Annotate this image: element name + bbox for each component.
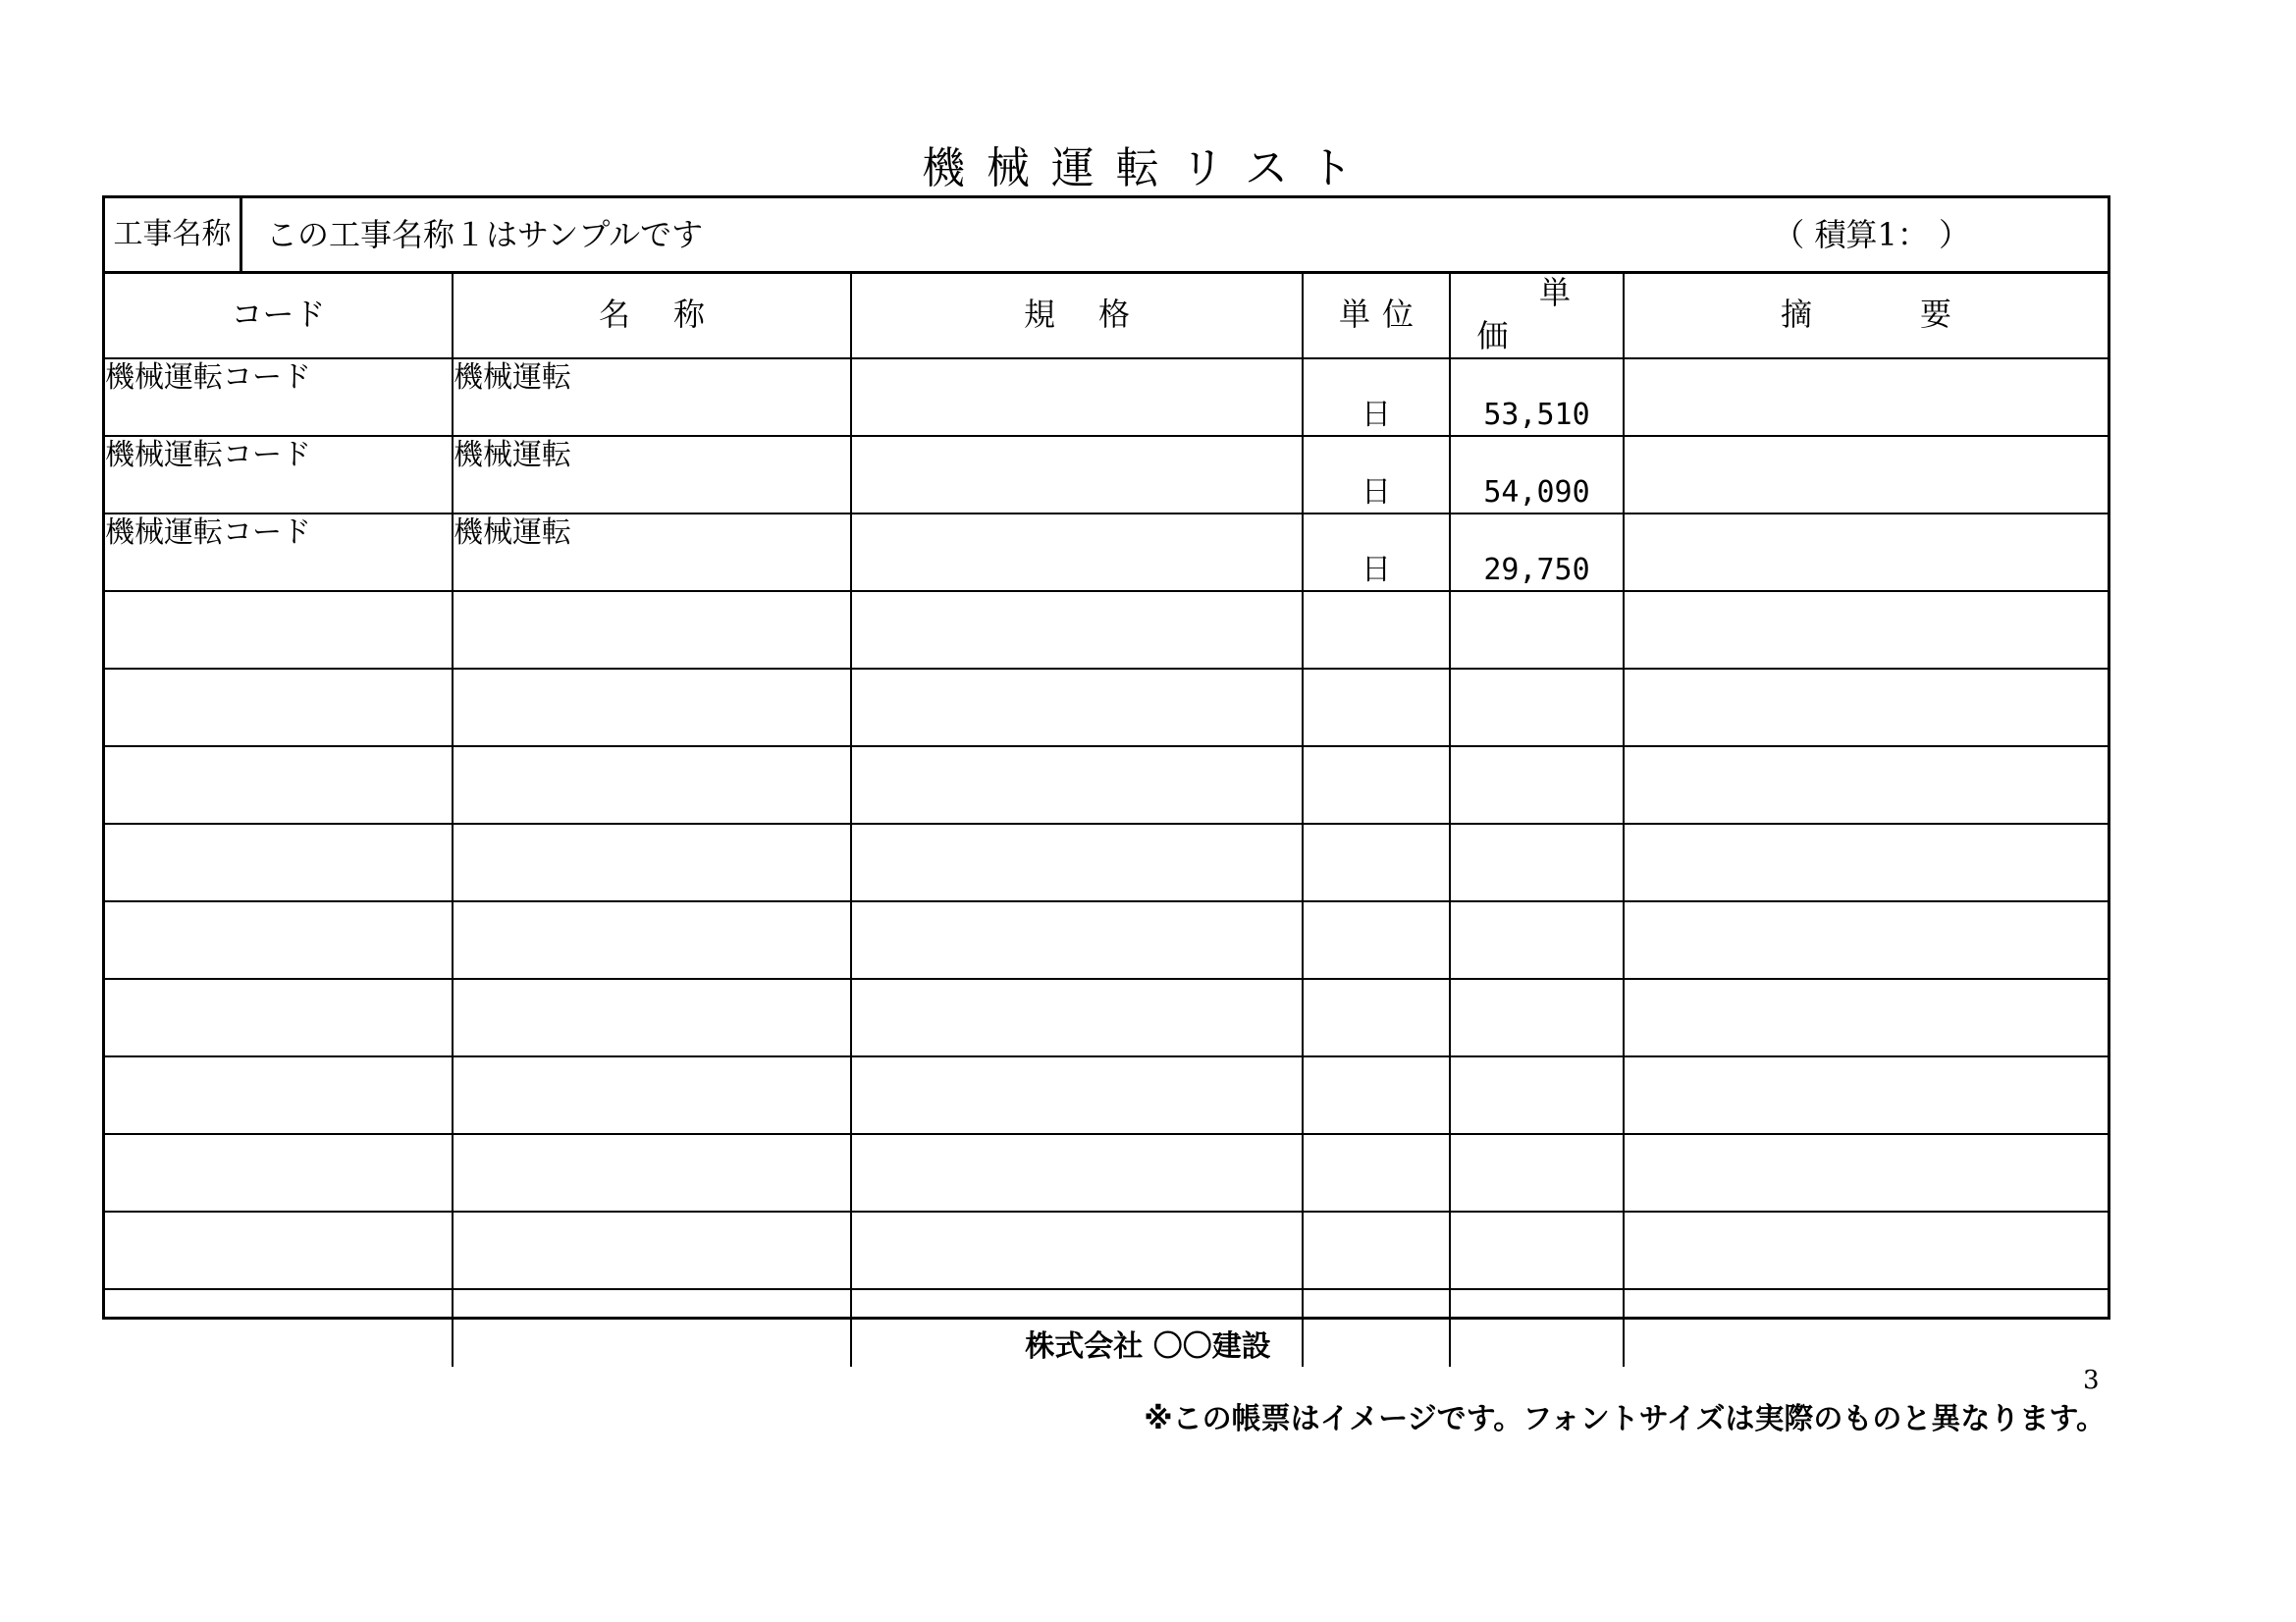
cell-spec	[851, 901, 1303, 979]
cell-name: 機械運転	[453, 436, 851, 514]
cell-price	[1450, 901, 1624, 979]
table-row	[105, 824, 2108, 901]
cell-unit	[1303, 1134, 1450, 1212]
cell-note	[1624, 979, 2108, 1056]
cell-price	[1450, 746, 1624, 824]
cell-spec	[851, 1134, 1303, 1212]
cell-spec	[851, 746, 1303, 824]
cell-spec	[851, 436, 1303, 514]
table-row	[105, 979, 2108, 1056]
table-row	[105, 358, 2108, 436]
project-row	[105, 198, 2108, 274]
cell-price	[1450, 1212, 1624, 1289]
cell-unit	[1303, 1212, 1450, 1289]
project-name: この工事名称１はサンプルです	[266, 216, 704, 253]
header-price: 単価	[1450, 271, 1624, 358]
cell-note	[1624, 824, 2108, 901]
table-row	[105, 436, 2108, 514]
list-frame	[102, 195, 2110, 1320]
header-name: 名称	[453, 271, 851, 358]
table-row	[105, 591, 2108, 669]
cell-price	[1450, 669, 1624, 746]
cell-unit	[1303, 1056, 1450, 1134]
cell-name	[453, 746, 851, 824]
header-note: 摘要	[1624, 271, 2108, 358]
cell-unit	[1303, 901, 1450, 979]
cell-price: 53,510	[1450, 358, 1624, 436]
cell-price	[1450, 1134, 1624, 1212]
cell-spec	[851, 514, 1303, 591]
cell-code: 機械運転コード	[105, 358, 453, 436]
cell-note	[1624, 669, 2108, 746]
cell-unit: 日	[1303, 514, 1450, 591]
cell-note	[1624, 591, 2108, 669]
cell-spec	[851, 824, 1303, 901]
cell-price	[1450, 824, 1624, 901]
machine-table	[105, 271, 2108, 1367]
table-header-row	[105, 271, 2108, 358]
cell-price	[1450, 979, 1624, 1056]
cell-unit	[1303, 746, 1450, 824]
header-code: コード	[105, 271, 453, 358]
project-label: 工事名称	[105, 198, 242, 271]
cell-unit	[1303, 669, 1450, 746]
table-row	[105, 514, 2108, 591]
cell-note	[1624, 1056, 2108, 1134]
cell-spec	[851, 591, 1303, 669]
cell-code	[105, 591, 453, 669]
cell-code	[105, 1056, 453, 1134]
cell-name	[453, 1134, 851, 1212]
cell-spec	[851, 358, 1303, 436]
table-row	[105, 901, 2108, 979]
table-row	[105, 746, 2108, 824]
header-unit: 単位	[1303, 271, 1450, 358]
cell-code	[105, 669, 453, 746]
cell-unit: 日	[1303, 358, 1450, 436]
page-number: 3	[2083, 1366, 2100, 1395]
table-row	[105, 1056, 2108, 1134]
cell-name	[453, 591, 851, 669]
cell-spec	[851, 979, 1303, 1056]
cell-price: 54,090	[1450, 436, 1624, 514]
cell-name: 機械運転	[453, 514, 851, 591]
estimate-label: （ 積算1： ）	[1773, 216, 1970, 253]
cell-note	[1624, 358, 2108, 436]
document-title: 機械運転リスト	[921, 143, 1375, 193]
cell-code: 機械運転コード	[105, 514, 453, 591]
cell-code: 機械運転コード	[105, 436, 453, 514]
cell-code	[105, 979, 453, 1056]
cell-unit: 日	[1303, 436, 1450, 514]
cell-note	[1624, 1212, 2108, 1289]
cell-code	[105, 1134, 453, 1212]
cell-name: 機械運転	[453, 358, 851, 436]
table-row	[105, 1212, 2108, 1289]
cell-note	[1624, 1134, 2108, 1212]
cell-name	[453, 824, 851, 901]
cell-price	[1450, 591, 1624, 669]
header-spec: 規格	[851, 271, 1303, 358]
disclaimer-note: ※この帳票はイメージです。フォントサイズは実際のものと異なります。	[1144, 1402, 2106, 1436]
cell-unit	[1303, 824, 1450, 901]
cell-price	[1450, 1056, 1624, 1134]
cell-unit	[1303, 979, 1450, 1056]
cell-name	[453, 1212, 851, 1289]
cell-price: 29,750	[1450, 514, 1624, 591]
cell-unit	[1303, 591, 1450, 669]
cell-code	[105, 824, 453, 901]
cell-code	[105, 901, 453, 979]
cell-note	[1624, 514, 2108, 591]
cell-name	[453, 669, 851, 746]
company-name: 株式会社 〇〇建設	[1025, 1329, 1271, 1364]
cell-note	[1624, 436, 2108, 514]
cell-spec	[851, 1056, 1303, 1134]
cell-note	[1624, 901, 2108, 979]
cell-note	[1624, 746, 2108, 824]
cell-code	[105, 746, 453, 824]
cell-name	[453, 901, 851, 979]
cell-name	[453, 979, 851, 1056]
cell-name	[453, 1056, 851, 1134]
cell-spec	[851, 669, 1303, 746]
table-row	[105, 669, 2108, 746]
cell-code	[105, 1212, 453, 1289]
table-row	[105, 1134, 2108, 1212]
cell-spec	[851, 1212, 1303, 1289]
